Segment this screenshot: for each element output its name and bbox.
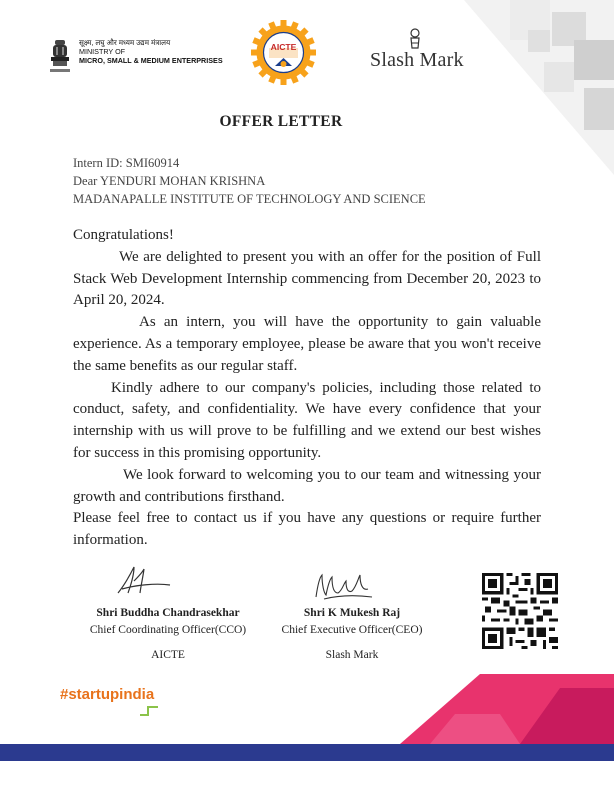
msme-text: सूक्ष्म, लघु और मध्यम उद्यम मंत्रालय MINISTRY OF MICRO, SMALL & MEDIUM ENTERPRISES xyxy=(79,38,223,66)
startupindia-underline-icon xyxy=(138,703,160,717)
national-emblem-icon xyxy=(48,38,72,76)
msme-logo xyxy=(48,38,233,78)
signatory-role: Chief Executive Officer(CEO) xyxy=(281,624,423,636)
aicte-logo-icon: AICTE xyxy=(251,20,316,85)
intern-name: Dear YENDURI MOHAN KRISHNA xyxy=(73,174,266,188)
signature-block-ceo xyxy=(262,569,442,664)
intern-id: Intern ID: SMI60914 xyxy=(73,156,180,170)
slashmark-logo xyxy=(370,28,470,72)
signatory-org: AICTE xyxy=(151,649,185,661)
greeting: Congratulations! xyxy=(73,227,174,243)
slashmark-logo-icon xyxy=(408,28,422,50)
startupindia-logo: #startupindia xyxy=(60,686,154,703)
intern-institute: MADANAPALLE INSTITUTE OF TECHNOLOGY AND SCIENCE xyxy=(73,192,426,206)
signatory-name: Shri Buddha Chandrasekhar xyxy=(96,607,240,619)
signature-block-cco xyxy=(68,563,268,664)
paragraph-welcome: We look forward to welcoming you to our team and witnessing your growth and contributions firsthand. xyxy=(73,466,541,505)
signatory-name: Shri K Mukesh Raj xyxy=(303,607,401,619)
paragraph-experience: As an intern, you will have the opportunity to gain valuable experience. As a temporary employee, please be aware that you won't receive the same benefits as our regular staff. xyxy=(73,314,541,374)
intern-details xyxy=(73,154,426,208)
corner-decoration xyxy=(424,0,614,175)
paragraph-policies: Kindly adhere to our company's policies, including those related to conduct, safety, and confidentiality. We have every confidence that your internship with us will prove to be fulfilling and we extend our best wishes for success in this promising opportunity. xyxy=(73,379,541,461)
qr-code-icon xyxy=(482,573,558,649)
paragraph-contact: Please feel free to contact us if you have any questions or require further information. xyxy=(73,510,541,549)
paragraph-offer: We are delighted to present you with an offer for the position of Full Stack Web Development Internship commencing from December 20, 2023 to April 20, 2024. xyxy=(73,248,541,309)
letter-body xyxy=(73,225,541,552)
page-title: OFFER LETTER xyxy=(219,113,343,130)
slashmark-brand: Slash Mark xyxy=(370,49,464,71)
signatory-org: Slash Mark xyxy=(325,649,379,661)
signatory-role: Chief Coordinating Officer(CCO) xyxy=(89,624,247,636)
